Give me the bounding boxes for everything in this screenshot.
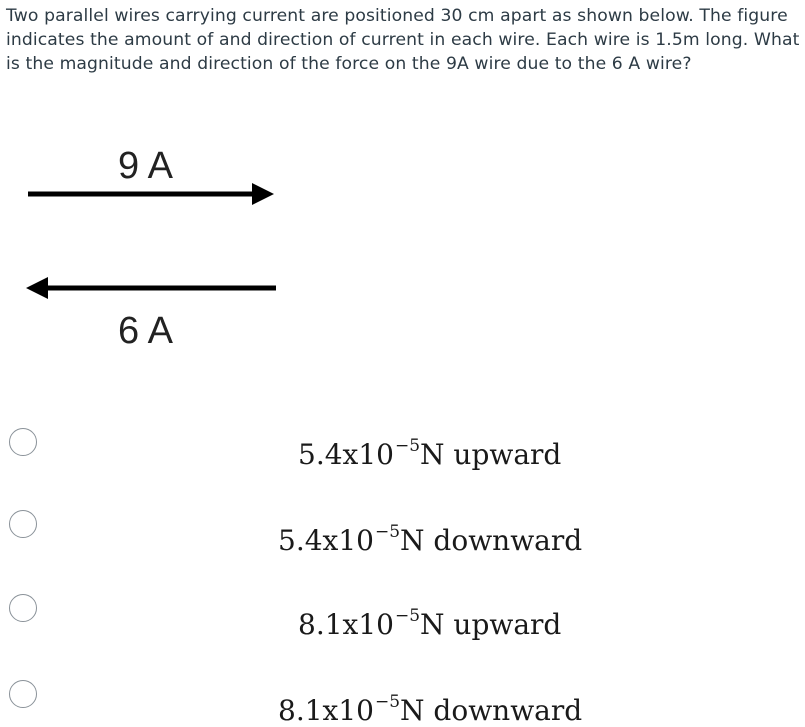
bottom-wire-label: 6 A: [118, 310, 173, 352]
answer-option-2[interactable]: [0, 494, 805, 557]
question-text: Two parallel wires carrying current are positioned 30 cm apart as shown below. The figure indicates the amount of and direction of current in each wire. Each wire is 1.5m long. What is the magnitude and direction of the force on the 9A wire due to the 6 A wire?: [6, 6, 800, 74]
answer-option-4[interactable]: [0, 664, 805, 727]
wire-diagram-svg: [0, 130, 320, 370]
bottom-wire-arrow: [26, 277, 276, 299]
radio-button[interactable]: [9, 680, 37, 708]
radio-button[interactable]: [9, 510, 37, 538]
answer-label: $8.1x10^{-5}N$ downward: [278, 692, 583, 727]
answer-option-3[interactable]: [0, 580, 805, 640]
top-wire-label: 9 A: [118, 145, 173, 187]
radio-button[interactable]: [9, 594, 37, 622]
radio-button[interactable]: [9, 428, 37, 456]
wire-diagram: [0, 130, 320, 370]
answer-label: $8.1x10^{-5}N$ upward: [298, 606, 562, 641]
answer-option-1[interactable]: [0, 408, 805, 471]
answer-label: $5.4x10^{-5}N$ upward: [298, 436, 562, 471]
answer-label: $5.4x10^{-5}N$ downward: [278, 522, 583, 557]
